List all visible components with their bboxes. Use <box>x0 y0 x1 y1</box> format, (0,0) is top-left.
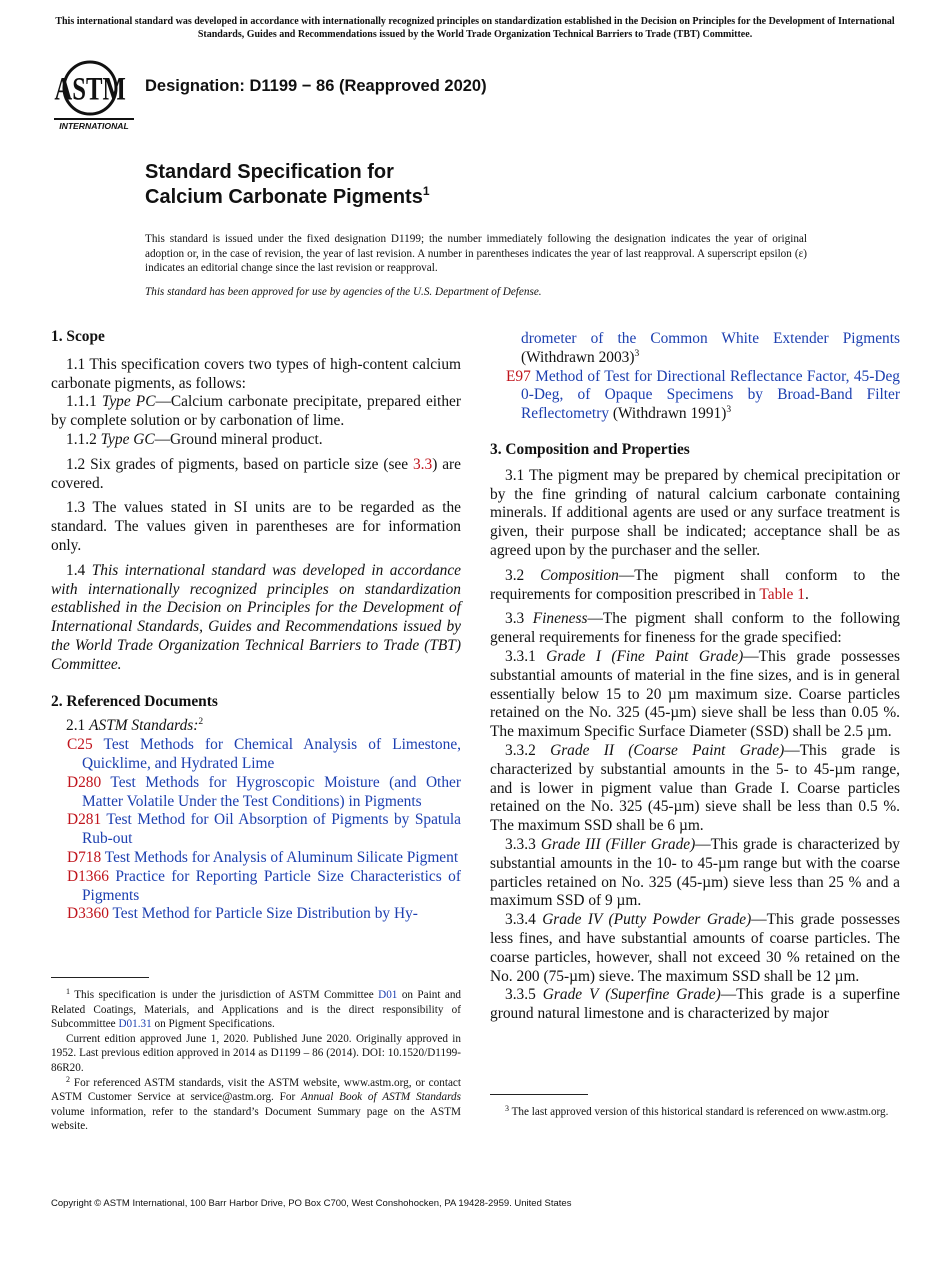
footnote-rule-left <box>51 977 149 978</box>
ref-d718[interactable]: D718 Test Methods for Analysis of Aluminum Silicate Pigment <box>67 848 459 866</box>
top-notice: This international standard was developed in accordance with internationally recognized principles on standardization established in the Decision on Principles for the Development of International Standards, Guides and Recommendations issued by the World Trade Organization Technical Barriers to Trade (TBT) Committee. <box>55 16 895 40</box>
link-d01-31[interactable]: D01.31 <box>118 1018 152 1031</box>
link-3-3[interactable]: 3.3 <box>412 455 433 473</box>
document-title <box>145 160 430 210</box>
link-table-1[interactable]: Table 1 <box>759 585 805 603</box>
dod-note: This standard has been approved for use by agencies of the U.S. Department of Defense. <box>145 286 542 298</box>
ref-d3360-continued[interactable]: drometer of the Common White Extender Pigments (Withdrawn 2003)$^3$ <box>521 330 900 366</box>
footnote-1: $^1$ This specification is under the jurisdiction of ASTM Committee D01 on Paint and Related Coatings, Materials, and Applications and is the direct responsibility of Subcommittee D01.31 on Pigment Specifications. <box>51 987 462 1031</box>
para-2-1: 2.1 ASTM Standards:$^2$ <box>66 717 204 735</box>
para-1-3: 1.3 The values stated in SI units are to be regarded as the standard. The values given in parentheses are for information only. <box>51 499 461 554</box>
link-d01[interactable]: D01 <box>378 989 398 1001</box>
para-3-2: 3.2 Composition—The pigment shall conform to the requirements for composition prescribed in Table 1. <box>490 566 900 603</box>
para-3-3-5: 3.3.5 Grade V (Superfine Grade)—This grade is a superfine ground natural limestone and is characterized by major <box>490 986 901 1023</box>
ref-d3360[interactable]: D3360 Test Method for Particle Size Distribution by Hy- <box>67 905 418 923</box>
para-3-3-4: 3.3.4 Grade IV (Putty Powder Grade)—This grade possesses less fines, and have substantial amounts of coarse particles. The coarse particles, however, shall not exceed 30 % retained on the No. 200 (75-µm) sieve. The maximum SSD shall be 12 µm. <box>490 911 900 985</box>
left-column <box>51 328 461 924</box>
para-1-1: 1.1 This specification covers two types of high-content calcium carbonate pigments, as follows: <box>51 355 461 392</box>
footnotes-left <box>51 988 461 1134</box>
copyright-line: Copyright © ASTM International, 100 Barr Harbor Drive, PO Box C700, West Conshohocken, PA 19428-2959. United States <box>51 1198 572 1209</box>
astm-logo <box>54 57 134 131</box>
title-line-2: Calcium Carbonate Pigments$^1$ <box>145 184 430 208</box>
ref-d1366[interactable]: D1366 Practice for Reporting Particle Size Characteristics of Pigments <box>67 867 461 904</box>
para-1-4: 1.4 This international standard was developed in accordance with internationally recognized principles on standardization established in the Decision on Principles for the Development of International Standards, Guides and Recommendations issued by the World Trade Organization Technical Barriers to Trade (TBT) Committee. <box>51 561 461 673</box>
footnotes-right <box>490 1105 899 1120</box>
footnote-2: $^2$ For referenced ASTM standards, visit the ASTM website, www.astm.org, or contact ASTM Customer Service at service@astm.org. For Annual Book of ASTM Standards volume information, refer to the standard’s Document Summary page on the ASTM website. <box>51 1074 461 1133</box>
section-heading-composition: 3. Composition and Properties <box>490 440 690 458</box>
section-heading-referenced: 2. Referenced Documents <box>51 692 218 710</box>
ref-e97[interactable]: E97 Method of Test for Directional Reflectance Factor, 45-Deg 0-Deg, of Opaque Specimens by Broad-Band Filter Reflectometry (Withdrawn 1991)$^3$ <box>506 367 900 423</box>
title-footnote-mark[interactable]: 1 <box>422 184 430 198</box>
ref-d281[interactable]: D281 Test Method for Oil Absorption of Pigments by Spatula Rub-out <box>67 811 461 848</box>
right-column <box>490 330 900 1024</box>
footnote-1-edition: Current edition approved June 1, 2020. Published June 2020. Originally approved in 1952. Last previous edition approved in 2014 as D1199 – 86 (2014). DOI: 10.1520/D1199-86R20. <box>51 1032 461 1074</box>
title-line-1: Standard Specification for <box>145 161 394 183</box>
section-heading-scope: 1. Scope <box>51 328 105 345</box>
svg-text:ASTM: ASTM <box>54 71 126 108</box>
para-3-3-1: 3.3.1 Grade I (Fine Paint Grade)—This grade possesses substantial amounts of material in the fine sizes, and is in general essentially below 15 to 20 µm maximum size. Coarse particles retained on the No. 325 (45-µm) sieve shall be less than 0.05 %. The maximum Specific Surface Diameter (SSD) shall be 2.5 µm. <box>490 647 900 741</box>
designation: Designation: D1199 − 86 (Reapproved 2020) <box>145 77 487 95</box>
ref-d280[interactable]: D280 Test Methods for Hygroscopic Moisture (and Other Matter Volatile Under the Test Conditions) in Pigments <box>67 773 461 810</box>
para-1-1-1: 1.1.1 Type PC—Calcium carbonate precipitate, prepared either by complete solution or by carbonation of lime. <box>51 393 461 430</box>
footnote-3: $^3$ The last approved version of this historical standard is referenced on www.astm.org. <box>505 1104 889 1118</box>
footnote-rule-right <box>490 1094 588 1095</box>
intro-note: This standard is issued under the fixed designation D1199; the number immediately following the designation indicates the year of original adoption or, in the case of revision, the year of last revision. A number in parentheses indicates the year of last reapproval. A superscript epsilon (ε) indicates an editorial change since the last revision or reapproval. <box>145 233 807 275</box>
para-3-1: 3.1 The pigment may be prepared by chemical precipitation or by the fine grinding of natural calcium carbonate containing minerals. If additional agents are used or any surface treatment is given, their purpose shall be indicated; acceptance shall be as agreed upon by the purchaser and the seller. <box>490 466 900 559</box>
para-3-3: 3.3 Fineness—The pigment shall conform to the following general requirements for fineness for the grade specified: <box>490 610 900 647</box>
ref-c25[interactable]: C25 Test Methods for Chemical Analysis of Limestone, Quicklime, and Hydrated Lime <box>67 736 462 772</box>
svg-text:INTERNATIONAL: INTERNATIONAL <box>59 121 129 131</box>
para-1-1-2: 1.1.2 Type GC—Ground mineral product. <box>66 430 323 448</box>
para-3-3-3: 3.3.3 Grade III (Filler Grade)—This grade is characterized by substantial amounts in the 10- to 45-µm range but with the coarse particles retained on No. 325 (45-µm) sieve less than 25 % and a maximum SSD of 9 µm. <box>490 835 900 910</box>
para-1-2: 1.2 Six grades of pigments, based on particle size (see 3.3) are covered. <box>51 455 461 492</box>
para-3-3-2: 3.3.2 Grade II (Coarse Paint Grade)—This grade is characterized by substantial amounts in the 5- to 45-µm range, and is lower in pigment value than Grade I. Coarse particles retained on the No. 325 (45-µm) sieve shall be less than 0.5 %. The maximum SSD shall be 6 µm. <box>490 741 900 835</box>
